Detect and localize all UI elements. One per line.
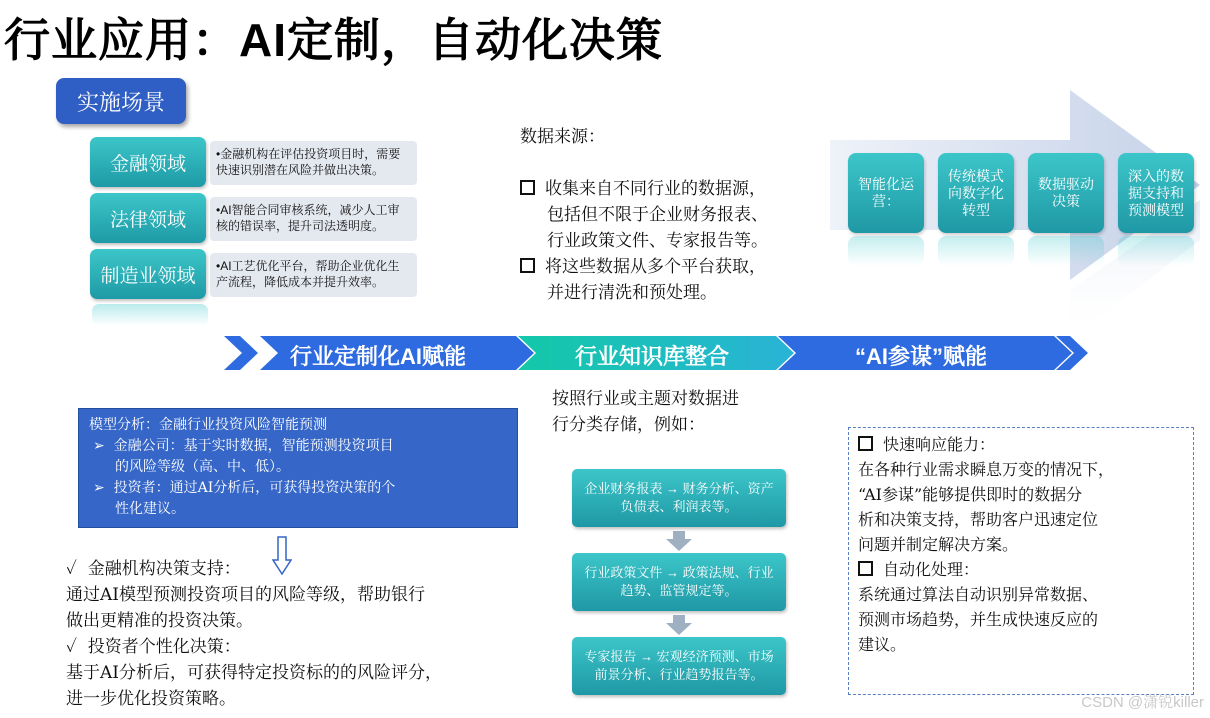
step-digital-transform: 传统模式向数字化转型 (938, 153, 1014, 233)
step-reflection (938, 236, 1014, 266)
step-reflection (848, 236, 924, 266)
field-finance: 金融领域 (90, 137, 206, 187)
field-finance-desc: •金融机构在评估投资项目时，需要快速识别潜在风险并做出决策。 (210, 141, 417, 185)
field-manufacturing: 制造业领域 (90, 249, 206, 299)
data-source-item-1: 收集来自不同行业的数据源， 包括但不限于企业财务报表、 行业政策文件、专家报告等。 (520, 176, 820, 254)
step-reflection (1028, 236, 1104, 266)
checkbox-square-icon (520, 258, 535, 273)
step-deep-support: 深入的数据支持和预测模型 (1118, 153, 1194, 233)
flow-down-arrow-icon (666, 531, 692, 551)
field-law-desc: •AI智能合同审核系统，减少人工审核的错误率，提升司法透明度。 (210, 197, 417, 241)
check-icon: ✓ (66, 559, 88, 579)
field-reflection (92, 304, 208, 326)
data-source-heading: 数据来源： (520, 127, 605, 147)
arrow-bullet-icon: ➢ (93, 438, 114, 454)
flow-step-expert-report: 专家报告 → 宏观经济预测、市场前景分析、行业趋势报告等。 (572, 637, 786, 695)
checkbox-square-icon (858, 436, 873, 451)
step-smart-ops: 智能化运营： (848, 153, 924, 233)
scene-label: 实施场景 (56, 78, 186, 124)
step-data-driven: 数据驱动决策 (1028, 153, 1104, 233)
flow-step-policy: 行业政策文件 → 政策法规、行业趋势、监管规定等。 (572, 553, 786, 611)
band-segment-2-label: 行业知识库整合 (575, 344, 730, 369)
watermark: CSDN @潇锐killer (1081, 694, 1204, 711)
checkbox-square-icon (520, 180, 535, 195)
flow-step-finance-report: 企业财务报表 → 财务分析、资产负债表、利润表等。 (572, 469, 786, 527)
band-segment-3-label: “AI参谋”赋能 (855, 344, 988, 369)
data-source-item-2: 将这些数据从多个平台获取， 并进行清洗和预处理。 (520, 254, 820, 306)
model-analysis-box: 模型分析：金融行业投资风险智能预测 ➢ 金融公司：基于实时数据，智能预测投资项目 的风险等级（高、中、低）。 ➢ 投资者：通过AI分析后，可获得投资决策的个 性化建议。 (78, 408, 518, 528)
checkbox-square-icon (858, 561, 873, 576)
field-law: 法律领域 (90, 193, 206, 243)
model-analysis-heading: 模型分析：金融行业投资风险智能预测 (89, 417, 327, 433)
field-manufacturing-desc: •AI工艺优化平台，帮助企业优化生产流程，降低成本并提升效率。 (210, 253, 417, 297)
check-icon: ✓ (66, 637, 88, 657)
flow-down-arrow-icon (666, 615, 692, 635)
knowledge-intro: 按照行业或主题对数据进 行分类存储，例如： (552, 389, 739, 435)
arrow-bullet-icon: ➢ (93, 480, 114, 496)
decision-block: ✓ 金融机构决策支持： 通过AI模型预测投资项目的风险等级，帮助银行 做出更精准的投资决策。 ✓ 投资者个性化决策： 基于AI分析后，可获得特定投资标的的风险评分， 进一步优化投资策略。 (66, 559, 442, 709)
chevron-arrow-icon (224, 336, 258, 370)
page-title: 行业应用：AI定制，自动化决策 (4, 14, 663, 66)
band-segment-1-label: 行业定制化AI赋能 (290, 344, 467, 369)
step-reflection (1118, 236, 1194, 266)
advisor-text: 快速响应能力： 在各种行业需求瞬息万变的情况下， “AI参谋”能够提供即时的数据分 析和决策支持，帮助客户迅速定位 问题并制定解决方案。 自动化处理： 系统通过算法自动识别异常数据、 预测市场趋势，并生成快速反应的 建议。 (858, 435, 1115, 654)
